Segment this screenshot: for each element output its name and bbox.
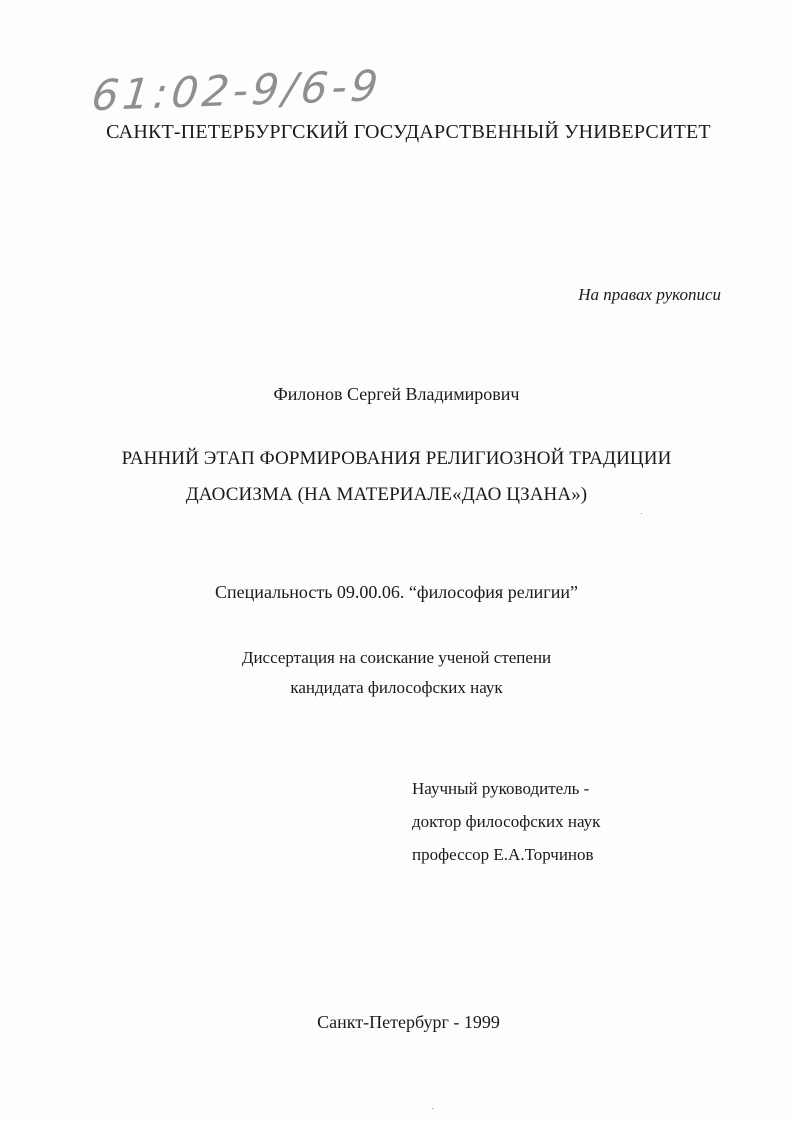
supervisor-degree: доктор философских наук [412,812,601,831]
supervisor-name: профессор Е.А.Торчинов [412,845,594,864]
scan-speck [641,513,642,514]
scan-speck [432,1108,433,1109]
city-and-year: Санкт-Петербург - 1999 [317,1012,500,1032]
degree-line-1: Диссертация на соискание ученой степени [241,648,552,667]
handwritten-archive-mark: 61:02-9/6-9 [89,60,385,121]
university-name: САНКТ-ПЕТЕРБУРГСКИЙ ГОСУДАРСТВЕННЫЙ УНИВЕРСИТЕТ [106,121,711,143]
dissertation-title-line-2: ДАОСИЗМА (НА МАТЕРИАЛЕ«ДАО ЦЗАНА») [185,484,588,505]
supervisor-role: Научный руководитель - [412,779,590,798]
manuscript-rights-note: На правах рукописи [578,285,721,304]
author-name: Филонов Сергей Владимирович [273,384,520,404]
specialty: Специальность 09.00.06. “философия религии” [215,582,578,602]
dissertation-title-line-1: РАННИЙ ЭТАП ФОРМИРОВАНИЯ РЕЛИГИОЗНОЙ ТРАДИЦИИ [121,448,672,469]
degree-line-2: кандидата философских наук [290,678,503,697]
